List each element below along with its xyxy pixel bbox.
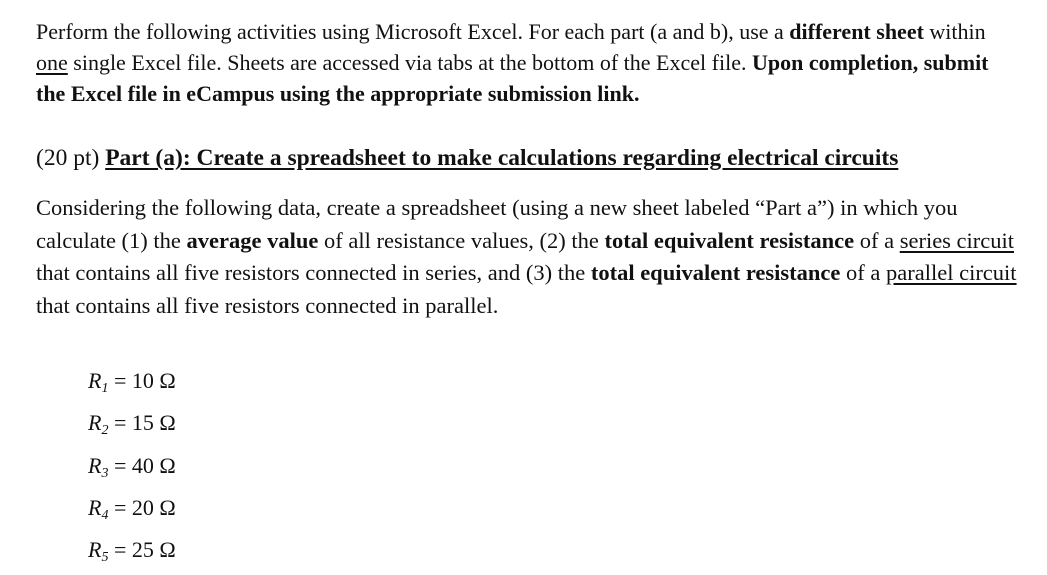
resistor-subscript: 1 [101,381,109,396]
body-underline-parallel: parallel circuit [886,260,1017,285]
part-a-points: (20 pt) [36,145,106,171]
intro-underline-one: one [36,50,68,75]
intro-bold-different-sheet: different sheet [789,19,924,44]
resistor-symbol: R [88,494,102,520]
part-a-instructions [36,192,1036,322]
body-bold-total-equivalent-1: total equivalent resistance [604,227,855,253]
resistor-subscript: 5 [101,550,109,566]
document-page [36,16,1036,566]
resistor-row [88,406,176,448]
resistor-row [88,449,176,491]
intro-paragraph [36,16,1011,109]
resistor-row [88,491,176,533]
resistor-row [88,364,176,406]
body-text-2: of all resistance values, (2) the [318,227,605,253]
resistor-value: = 10 Ω [108,368,176,393]
body-underline-series: series circuit [899,227,1015,253]
resistor-subscript: 2 [101,423,109,439]
body-text-3: of a [854,227,900,253]
part-a-heading [36,143,898,173]
resistor-symbol: R [88,452,102,478]
resistor-symbol: R [88,410,102,436]
part-a-title: Part (a): Create a spreadsheet to make calculations regarding electrical circuits [105,145,899,171]
resistor-value: = 20 Ω [108,494,176,520]
resistor-list [88,364,176,575]
intro-text-1: Perform the following activities using Microsoft Excel. For each part (a and b), use a [36,19,790,44]
body-text-5: of a [840,260,886,285]
resistor-subscript: 4 [101,507,109,523]
body-text-1: Considering the following data, create a spreadsheet (using a new sheet labeled “Part a”) in which you calculate (1) the [36,195,958,253]
resistor-row [88,533,176,575]
resistor-value: = 25 Ω [108,537,176,563]
resistor-subscript: 3 [101,465,109,481]
intro-bold-submission: Upon completion, submit the Excel file in eCampus using the appropriate submission link. [36,50,989,106]
intro-text-3: single Excel file. Sheets are accessed via tabs at the bottom of the Excel file. [67,50,752,75]
intro-text-2: within [923,19,986,44]
resistor-value: = 40 Ω [108,452,176,478]
body-text-6: that contains all five resistors connected in parallel. [36,292,499,318]
body-bold-total-equivalent-2: total equivalent resistance [590,260,841,285]
body-bold-average: average value [186,227,319,253]
resistor-symbol: R [88,368,102,393]
body-text-4: that contains all five resistors connected in series, and (3) the [36,260,591,285]
resistor-symbol: R [88,537,102,563]
resistor-value: = 15 Ω [108,410,176,436]
